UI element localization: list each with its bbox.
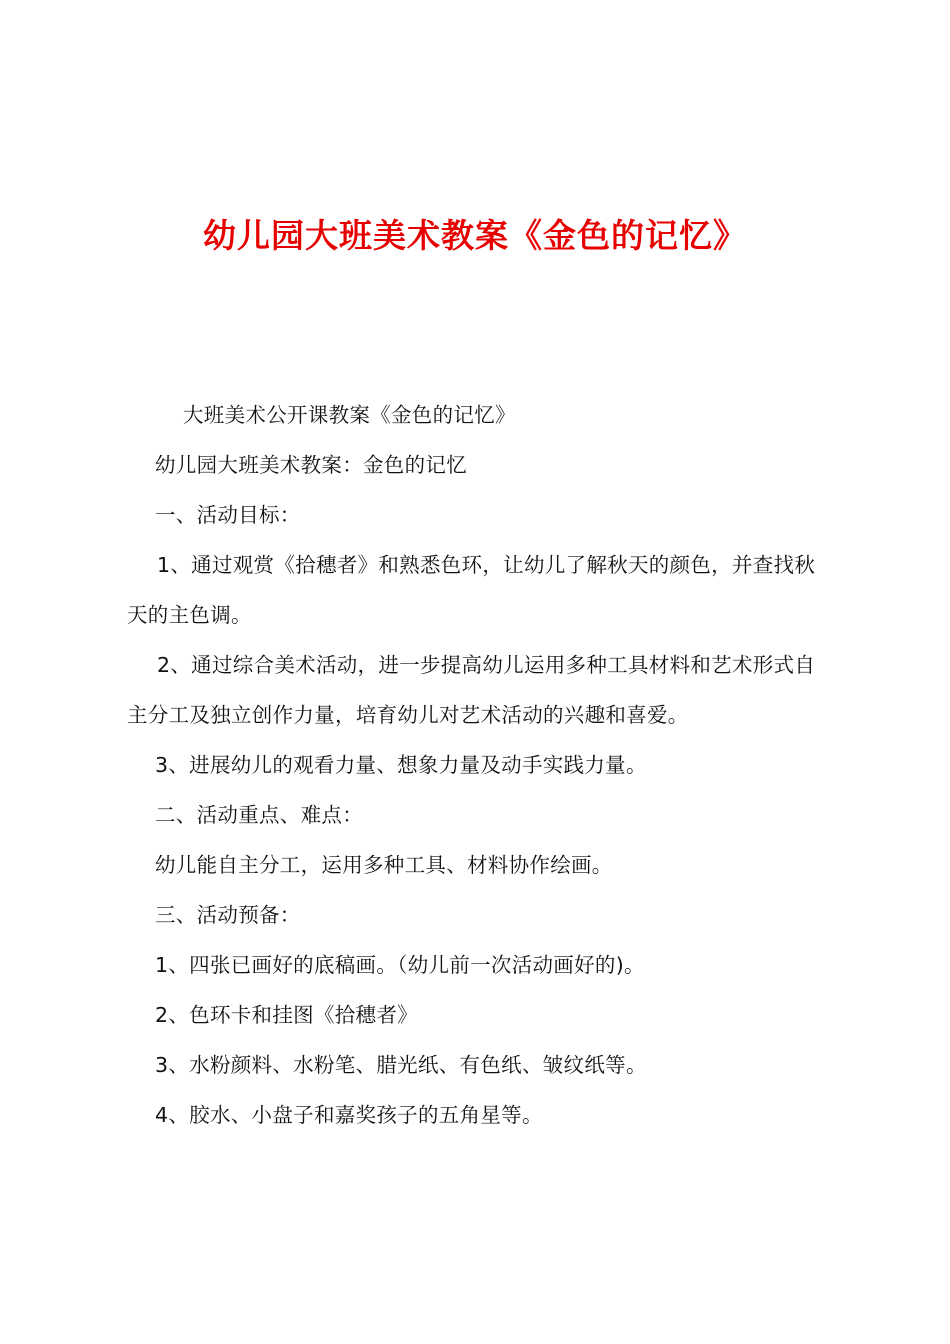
document-title: 幼儿园大班美术教案《金色的记忆》 <box>203 216 747 255</box>
goal-item-1: 1、通过观赏《拾穗者》和熟悉色环，让幼儿了解秋天的颜色，并查找秋天的主色调。 <box>127 553 816 627</box>
section-heading-preparation: 三、活动预备： <box>155 903 301 927</box>
subtitle-paragraph: 大班美术公开课教案《金色的记忆》 <box>183 403 516 427</box>
section-heading-goals: 一、活动目标： <box>155 503 301 527</box>
goal-item-2: 2、通过综合美术活动，进一步提高幼儿运用多种工具材料和艺术形式自主分工及独立创作力量，培育幼儿对艺术活动的兴趣和喜爱。 <box>127 653 816 727</box>
prep-item-4: 4、胶水、小盘子和嘉奖孩子的五角星等。 <box>155 1103 543 1127</box>
heading-paragraph: 幼儿园大班美术教案：金色的记忆 <box>155 453 467 477</box>
section-heading-focus: 二、活动重点、难点： <box>155 803 363 827</box>
focus-paragraph: 幼儿能自主分工，运用多种工具、材料协作绘画。 <box>155 853 613 877</box>
document-body <box>127 390 833 1140</box>
prep-item-1: 1、四张已画好的底稿画。（幼儿前一次活动画好的)。 <box>155 953 645 977</box>
prep-item-2: 2、色环卡和挂图《拾穗者》 <box>155 1003 418 1027</box>
goal-item-3: 3、进展幼儿的观看力量、想象力量及动手实践力量。 <box>155 753 647 777</box>
prep-item-3: 3、水粉颜料、水粉笔、腊光纸、有色纸、皱纹纸等。 <box>155 1053 647 1077</box>
